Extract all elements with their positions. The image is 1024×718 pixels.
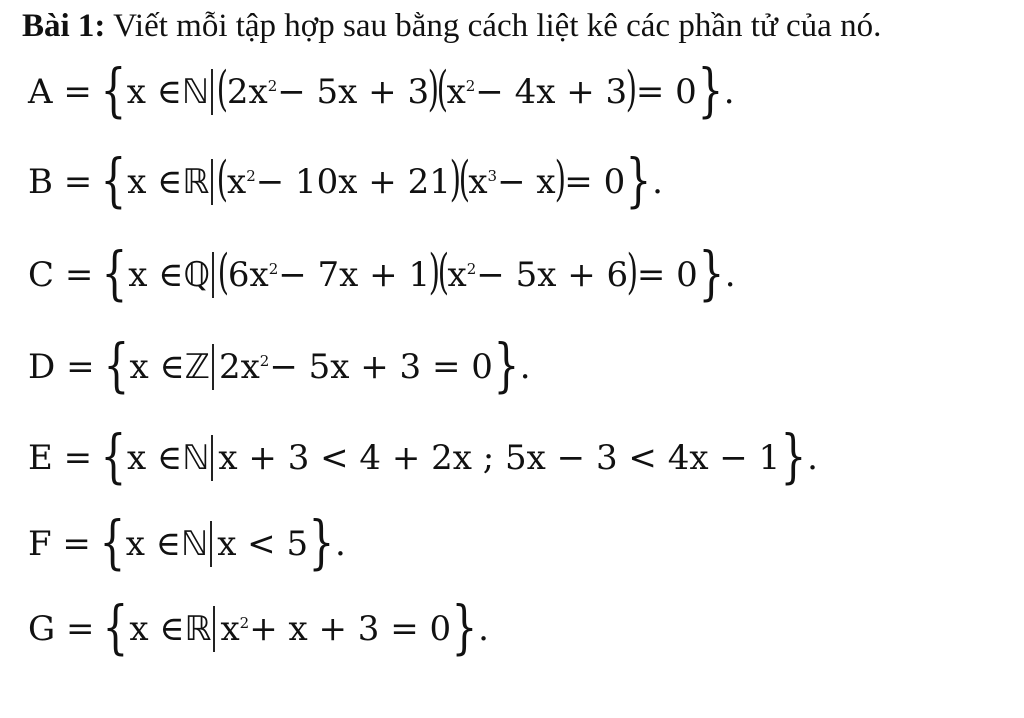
number-set-symbol: ℤ — [184, 347, 209, 387]
period: . — [652, 162, 663, 202]
paren-open: ( — [436, 61, 448, 117]
expression-text: 2x — [226, 72, 268, 112]
element-variable: x ∈ — [127, 438, 183, 478]
set-name: G = — [28, 609, 95, 649]
number-set-symbol: ℝ — [184, 609, 211, 649]
expression-text: x — [447, 255, 467, 295]
paren-open: ( — [437, 244, 449, 300]
element-variable: x ∈ — [127, 162, 183, 202]
paren-close: ) — [626, 244, 639, 300]
expression-text: − 5x + 3 = 0 — [269, 347, 493, 387]
such-that-bar — [210, 521, 212, 567]
such-that-bar — [213, 606, 215, 652]
brace-close: } — [698, 239, 725, 307]
paren-open: ( — [217, 151, 229, 207]
exponent: 2 — [239, 614, 250, 632]
brace-close: } — [780, 422, 807, 490]
number-set-symbol: ℕ — [182, 438, 209, 478]
exponent: 3 — [487, 167, 498, 185]
brace-close: } — [697, 56, 724, 124]
brace-close: } — [493, 331, 520, 399]
period: . — [519, 347, 531, 387]
expression-text: − 10x + 21 — [255, 162, 451, 202]
such-that-bar — [211, 69, 213, 115]
brace-close: } — [625, 146, 652, 214]
paren-close: ) — [427, 61, 440, 117]
expression-text: = 0 — [564, 162, 626, 202]
set-e-definition — [28, 422, 818, 490]
expression-text: x < 5 — [217, 524, 309, 564]
period: . — [335, 524, 346, 564]
exercise-instruction: Viết mỗi tập hợp sau bằng cách liệt kê các phần tử của nó. — [105, 8, 882, 44]
set-name: D = — [28, 347, 95, 387]
exponent: 2 — [466, 260, 477, 278]
brace-open: { — [103, 331, 129, 399]
expression-text: x — [468, 162, 488, 202]
brace-close: } — [451, 593, 478, 661]
expression-text: − 5x + 3 — [277, 72, 430, 112]
period: . — [724, 255, 736, 295]
period: . — [807, 438, 818, 478]
expression-text: − x — [497, 162, 556, 202]
expression-text: 6x — [227, 255, 269, 295]
expression-text: − 5x + 6 — [476, 255, 629, 295]
exercise-label: Bài 1: — [22, 8, 106, 44]
set-d-definition — [28, 331, 531, 399]
expression-text: 2x — [218, 347, 260, 387]
set-name: B = — [28, 162, 93, 202]
paren-open: ( — [458, 151, 470, 207]
set-g-definition — [28, 593, 489, 661]
period: . — [478, 609, 489, 649]
number-set-symbol: ℕ — [180, 524, 208, 564]
such-that-bar — [211, 159, 213, 205]
element-variable: x ∈ — [129, 347, 185, 387]
brace-open: { — [100, 146, 127, 214]
brace-open: { — [99, 508, 126, 576]
element-variable: x ∈ — [125, 524, 181, 564]
expression-text: x + 3 < 4 + 2x ; 5x − 3 < 4x − 1 — [218, 438, 781, 478]
brace-open: { — [103, 593, 129, 661]
expression-text: + x + 3 = 0 — [249, 609, 452, 649]
exponent: 2 — [246, 167, 256, 185]
expression-text: − 7x + 1 — [278, 255, 431, 295]
exponent: 2 — [268, 260, 279, 278]
paren-close: ) — [554, 151, 566, 207]
such-that-bar — [211, 435, 213, 481]
such-that-bar — [212, 252, 214, 298]
set-b-definition — [28, 146, 663, 214]
brace-close: } — [308, 508, 335, 576]
brace-open: { — [100, 56, 127, 124]
expression-text: x — [227, 162, 247, 202]
exponent: 2 — [267, 77, 278, 95]
paren-close: ) — [428, 244, 441, 300]
exponent: 2 — [259, 352, 270, 370]
expression-text: = 0 — [636, 255, 698, 295]
expression-text: x — [220, 609, 240, 649]
number-set-symbol: ℕ — [181, 72, 209, 112]
paren-open: ( — [216, 61, 229, 117]
expression-text: = 0 — [635, 72, 697, 112]
exponent: 2 — [465, 77, 476, 95]
element-variable: x ∈ — [126, 72, 182, 112]
paren-open: ( — [217, 244, 230, 300]
expression-text: − 4x + 3 — [475, 72, 628, 112]
set-name: E = — [28, 438, 93, 478]
set-c-definition — [28, 239, 736, 307]
period: . — [723, 72, 735, 112]
element-variable: x ∈ — [128, 255, 184, 295]
set-a-definition — [28, 56, 735, 124]
number-set-symbol: ℝ — [182, 162, 209, 202]
set-name: C = — [28, 255, 94, 295]
set-f-definition — [28, 508, 346, 576]
exercise-heading — [22, 6, 881, 46]
set-name: F = — [28, 524, 91, 564]
brace-open: { — [100, 422, 127, 490]
expression-text: x — [446, 72, 466, 112]
brace-open: { — [101, 239, 128, 307]
paren-close: ) — [449, 151, 461, 207]
set-name: A = — [28, 72, 92, 112]
element-variable: x ∈ — [129, 609, 185, 649]
number-set-symbol: ℚ — [183, 255, 210, 295]
paren-close: ) — [625, 61, 638, 117]
such-that-bar — [212, 344, 214, 390]
